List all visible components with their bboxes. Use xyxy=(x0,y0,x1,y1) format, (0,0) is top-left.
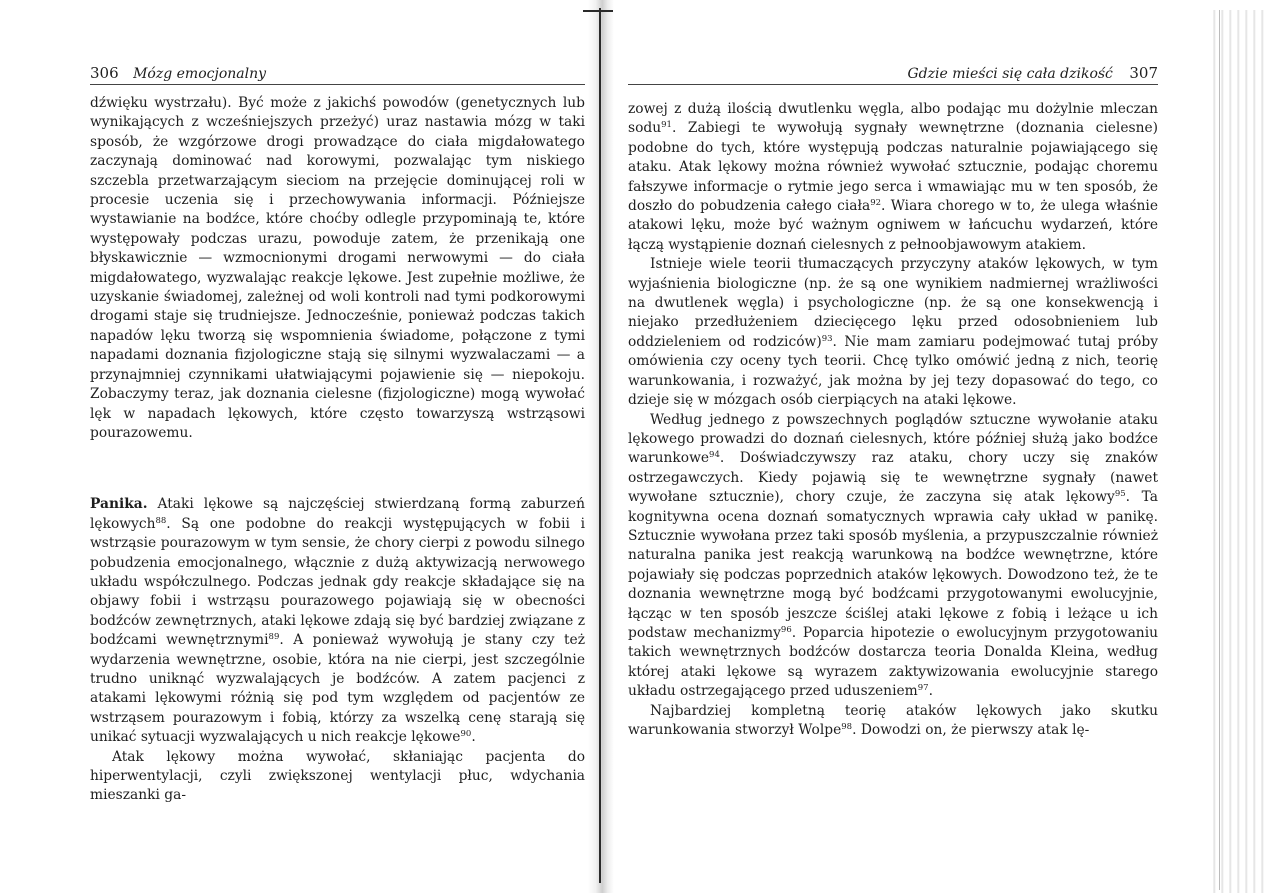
left-page xyxy=(60,0,585,893)
footnote-ref: 97 xyxy=(917,683,929,694)
footnote-ref: 88 xyxy=(155,515,167,526)
gutter-line xyxy=(599,8,601,883)
text-run: Według jednego z powszechnych poglądów sztuczne wywołanie ataku lękowego prowadzi do doznań cielesnych, które później służą jako bodźce warunkowe xyxy=(628,411,1158,467)
text-run: . Ta kognitywna ocena doznań somatycznych wprawia cały układ w panikę. Sztucznie wywołana przez taki sposób myślenia, a przypuszczalnie również naturalna panika jest reakcją warunkową na bodźce wewnętrzne, które pojawiały się podczas poprzednich ataków lękowych. Dowodzono też, że te doznania wewnętrzne mogą być bodźcami przygotowanymi ewolucyjnie, łącząc w ten sposób jeszcze ściślej ataki lękowe z fobią i leżące u ich podstaw mechanizmy xyxy=(628,489,1158,641)
text-run: . Zabiegi te wywołują sygnały wewnętrzne (doznania cielesne) podobne do tych, które występują podczas naturalnie pojawiającego się ataku. Atak lękowy można również wywołać sztucznie, podając choremu fałszywe informacje o rytmie jego serca i wmawiając mu w ten sposób, że doszło do pobudzenia całego ciała xyxy=(628,120,1158,215)
left-page-number: 306 xyxy=(90,64,119,82)
section-lead: Panika. xyxy=(90,496,148,513)
text-run: . Doświadczywszy raz ataku, chory uczy się znaków ostrzegawczych. Kiedy pojawią się te wewnętrzne sygnały (nawet wywołane sztucznie), chory czuje, że zaczyna się atak lękowy xyxy=(628,450,1158,506)
text-run: . Wiara chorego w to, że ulega właśnie atakowi lęku, może być ważnym ogniwem w łańcuchu wydarzeń, które łączą wystąpienie doznań cielesnych z pełnoobjawowym atakiem. xyxy=(628,198,1159,253)
paragraph-panika xyxy=(90,495,585,747)
page-edge-line xyxy=(1219,10,1220,890)
footnote-ref: 93 xyxy=(821,333,833,344)
left-page-body xyxy=(90,94,585,806)
paragraph xyxy=(628,702,1158,741)
gutter-tick xyxy=(583,10,613,12)
text-run: . A ponieważ wywołują je stany czy też wydarzenia wewnętrzne, osobie, która na nie cierpi, jest szczególnie trudno uniknąć wyzwalających je bodźców. A zatem pacjenci z atakami lękowymi różnią się pod tym względem od pacjentów ze wstrząsem pourazowym i fobią, którzy za wszelką cenę starają się unikać sytuacji wyzwalających u nich reakcje lękowe xyxy=(90,632,585,746)
paragraph xyxy=(628,100,1158,255)
right-page-number: 307 xyxy=(1129,64,1158,82)
text-run: . Poparcia hipotezie o ewolucyjnym przygotowaniu takich wewnętrznych bodźców dostarcza teoria Donalda Kleina, według której ataki lękowe są wyrazem zaktywizowania ewolucyjnie starego układu ostrzegającego przed uduszeniem xyxy=(628,624,1158,700)
footnote-ref: 89 xyxy=(268,632,280,643)
left-running-title: Mózg emocjonalny xyxy=(133,66,267,82)
right-running-title: Gdzie mieści się cała dzikość xyxy=(907,66,1113,82)
text-run: dźwięku wystrzału). Być może z jakichś powodów (genetycznych lub wynikających z wcześniejszych przeżyć) uraz nastawia mózg w taki sposób, że wzgórzowe drogi prowadzące do ciała migdałowatego zaczynają dominować nad korowymi, pozwalając tym niskiego szczebla przetwarzającym sieciom na przejęcie dominującej roli w procesie uczenia się i przechowywania informacji. Późniejsze wystawianie na bodźce, które choćby odlegle przypominają te, które występowały podczas urazu, powoduje zatem, że przenikają one błyskawicznie — wzmocnionymi drogami nerwowymi — do ciała migdałowatego, wyzwalając reakcje lękowe. Jest zupełnie możliwe, że uzyskanie świadomej, zależnej od woli kontroli nad tymi podkorowymi drogami staje się trudniejsze. Jednocześnie, ponieważ podczas takich napadów lęku tworzą się wspomnienia świadome, połączone z tymi napadami doznania fizjologiczne stają się silnymi wyzwalaczami — a przynajmniej czynnikami ułatwiającymi pojawienie się — niepokoju. Zobaczymy teraz, jak doznania cielesne (fizjologiczne) mogą wywołać lęk w napadach lękowych, które często towarzyszą wstrząsowi pourazowemu. xyxy=(90,95,585,441)
text-run: . Nie mam zamiaru podejmować tutaj próby omówienia czy oceny tych teorii. Chcę tylko omówić jedną z nich, teorię warunkowania, i rozważyć, jak można by jej tezy dopasować do tego, co dzieje się w mózgach osób cierpiących na ataki lękowe. xyxy=(628,333,1158,409)
text-run: zowej z dużą ilością dwutlenku węgla, albo podając mu dożylnie mleczan sodu xyxy=(628,101,1158,137)
text-run: . xyxy=(928,683,933,700)
paragraph xyxy=(628,255,1158,410)
footnote-ref: 94 xyxy=(709,450,720,461)
footnote-ref: 98 xyxy=(841,722,853,732)
book-gutter xyxy=(588,0,614,893)
text-run: . Są one podobne do reakcji występujących w fobii i wstrząsie pourazowym w tym sensie, że chory cierpi z powodu silnego pobudzenia emocjonalnego, włącznie z dużą aktywizacją nerwowego układu współczulnego. Podczas jednak gdy reakcje składające się na objawy fobii i wstrząsu pourazowego pojawiają się w obecności bodźców zewnętrznych, ataki lękowe zdają się być bardziej związane z bodźcami wewnętrznymi xyxy=(90,515,585,649)
left-page-header xyxy=(90,62,585,85)
text-run: . Dowodzi on, że pierwszy atak lę- xyxy=(852,722,1090,738)
footnote-ref: 91 xyxy=(661,120,672,131)
footnote-ref: 96 xyxy=(780,624,792,635)
text-run: . xyxy=(471,729,476,746)
paragraph xyxy=(90,94,585,443)
footnote-ref: 95 xyxy=(1114,489,1126,500)
text-run: Atak lękowy można wywołać, skłaniając pacjenta do hiperwentylacji, czyli zwiększonej wentylacji płuc, wdychania mieszanki ga- xyxy=(90,748,585,804)
right-page-header xyxy=(628,62,1158,85)
text-run: Najbardziej kompletną teorię ataków lękowych jako skutku warunkowania stworzył Wolpe xyxy=(628,702,1158,738)
footnote-ref: 92 xyxy=(870,198,882,209)
text-run: Istnieje wiele teorii tłumaczących przyczyny ataków lękowych, w tym wyjaśnienia biologiczne (np. że są one wynikiem nadmiernej wrażliwości na dwutlenek węgla) i psychologiczne (np. że są one konsekwencją i niejako przedłużeniem dziecięcego lęku przed odosobnieniem lub oddzieleniem od rodziców) xyxy=(628,256,1158,350)
paragraph xyxy=(628,411,1158,702)
footnote-ref: 90 xyxy=(460,729,472,740)
right-page xyxy=(628,0,1168,893)
paragraph xyxy=(90,748,585,806)
page-edge-shadow xyxy=(1208,10,1266,893)
section-gap xyxy=(90,443,585,495)
text-run: Ataki lękowe są najczęściej stwierdzaną formą zaburzeń lękowych xyxy=(90,496,585,532)
right-page-body xyxy=(628,100,1158,740)
